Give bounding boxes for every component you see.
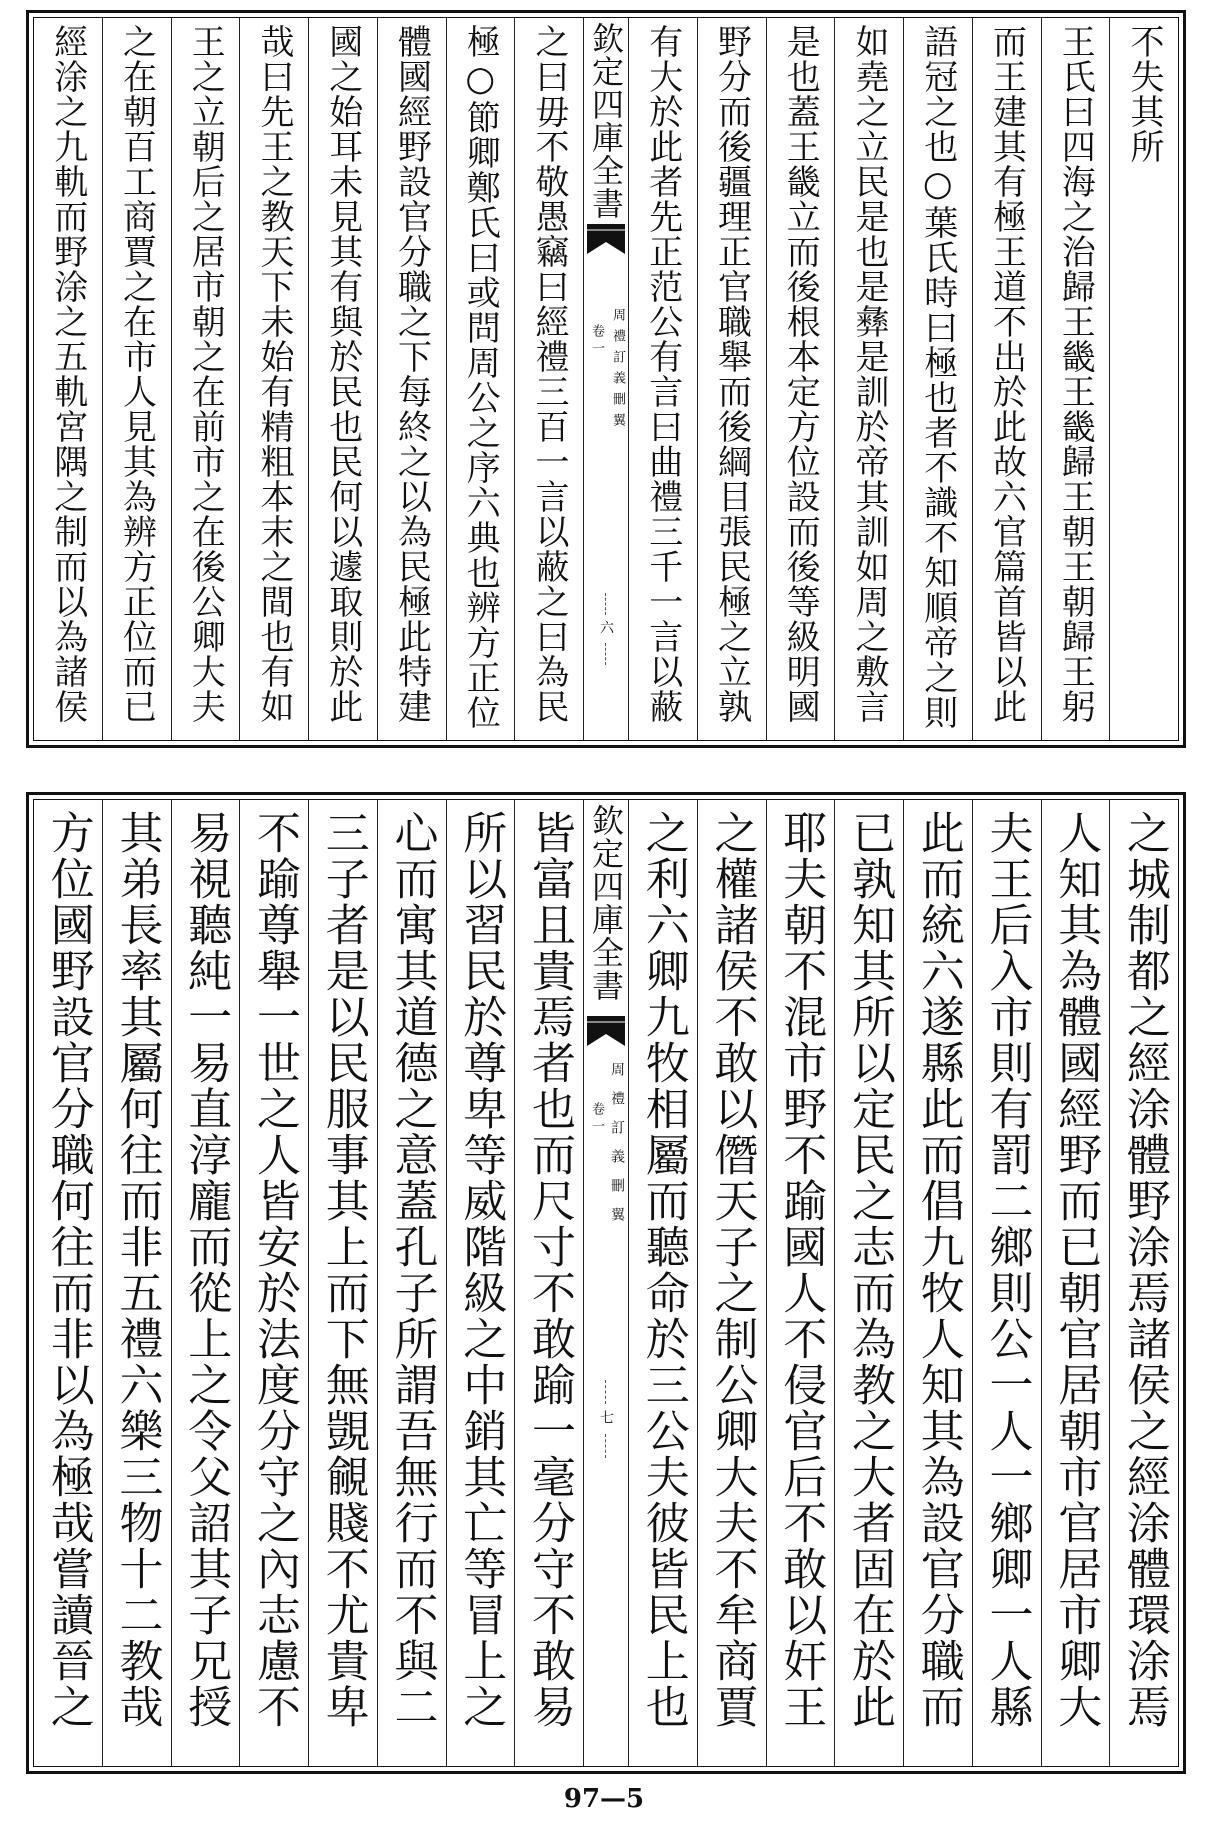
- text-column: 之城制都之經涂體野涂焉諸侯之經涂體環涂焉: [1109, 800, 1178, 1766]
- lower-leaf-frame: [33, 799, 1179, 1767]
- leaf-number: 七: [598, 1410, 614, 1424]
- page-code: 97—5: [563, 1784, 645, 1814]
- text-column: 耶夫朝不混市野不踰國人不侵官后不敢以奸王: [766, 800, 835, 1766]
- text-column: 野分而後疆理正官職舉而後綱目張民極之立孰: [697, 18, 766, 740]
- fishtail-ornament-icon: [586, 1016, 626, 1050]
- fold-tick: [605, 643, 607, 665]
- text-column: 是也蓋王畿立而後根本定方位設而後等級明國: [766, 18, 835, 740]
- text-column: 極○節卿鄭氏曰或問周公之序六典也辨方正位: [446, 18, 515, 740]
- volume-label: 卷一: [589, 1102, 604, 1136]
- text-column: 夫王后入市則有罰二鄉則公一人一鄉卿一人縣: [972, 800, 1041, 1766]
- text-column: 心而寓其道德之意蓋孔子所謂吾無行而不與二: [377, 800, 446, 1766]
- text-column: 之在朝百工商賈之在市人見其為辨方正位而已: [102, 18, 171, 740]
- text-column: 哉曰先王之教天下未始有精粗本末之間也有如: [239, 18, 308, 740]
- text-column: 其弟長率其屬何往而非五禮六樂三物十二教哉: [102, 800, 171, 1766]
- text-column: 體國經野設官分職之下每終之以為民極此特建: [377, 18, 446, 740]
- text-column: 人知其為體國經野而已朝官居朝市官居市卿大: [1041, 800, 1110, 1766]
- collection-title: 欽定四庫全書: [587, 22, 625, 220]
- upper-leaf: [26, 10, 1186, 748]
- text-column: 所以習民於尊卑等威階級之中銷其亡等冒上之: [446, 800, 515, 1766]
- text-column: 語冠之也○葉氏時曰極也者不識不知順帝之則: [903, 18, 972, 740]
- text-column: 國之始耳未見其有與於民也民何以遽取則於此: [308, 18, 377, 740]
- text-column: 之權諸侯不敢以僭天子之制公卿大夫不牟商賈: [697, 800, 766, 1766]
- text-column: 之曰毋不敬愚竊曰經禮三百一言以蔽之曰為民: [514, 18, 583, 740]
- text-column: 經涂之九軌而野涂之五軌宮隅之制而以為諸侯: [47, 24, 88, 724]
- fold-tick: [605, 1380, 607, 1404]
- book-title: 周禮訂義刪翼: [609, 1062, 625, 1236]
- collection-title: 欽定四庫全書: [587, 804, 625, 1002]
- lower-leaf: [26, 792, 1186, 1774]
- leaf-number: 六: [598, 620, 614, 634]
- center-fold-column: [583, 18, 628, 740]
- text-column: 易視聽純一易直淳龐而從上之令父詔其子兄授: [171, 800, 240, 1766]
- text-column: 如堯之立民是也是彝是訓於帝其訓如周之敷言: [834, 18, 903, 740]
- text-column: 不失其所: [1109, 18, 1178, 740]
- fishtail-ornament-icon: [586, 224, 626, 258]
- center-fold-column: [583, 800, 628, 1766]
- book-title: 周禮訂義刪翼: [610, 308, 625, 434]
- fold-tick: [605, 593, 607, 615]
- text-column: 之利六卿九牧相屬而聽命於三公夫彼皆民上也: [628, 800, 697, 1766]
- text-column: 皆富且貴焉者也而尺寸不敢踰一毫分守不敢易: [514, 800, 583, 1766]
- text-column: 不踰尊舉一世之人皆安於法度分守之內志慮不: [239, 800, 308, 1766]
- text-column: 王氏曰四海之治歸王畿王畿歸王朝王朝歸王躬: [1041, 18, 1110, 740]
- text-column: 有大於此者先正范公有言曰曲禮三千一言以蔽: [628, 18, 697, 740]
- fold-tick: [605, 1434, 607, 1458]
- upper-leaf-frame: [33, 17, 1179, 741]
- text-column: 此而統六遂縣此而倡九牧人知其為設官分職而: [903, 800, 972, 1766]
- text-column: 而王建其有極王道不出於此故六官篇首皆以此: [972, 18, 1041, 740]
- text-column: 王之立朝后之居市朝之在前市之在後公卿大夫: [171, 18, 240, 740]
- text-column: 已孰知其所以定民之志而為教之大者固在於此: [834, 800, 903, 1766]
- volume-label: 卷一: [589, 324, 604, 358]
- text-column: 三子者是以民服事其上而下無覬覦賤不尤貴卑: [308, 800, 377, 1766]
- text-column: 方位國野設官分職何往而非以為極哉嘗讀晉之: [42, 810, 94, 1730]
